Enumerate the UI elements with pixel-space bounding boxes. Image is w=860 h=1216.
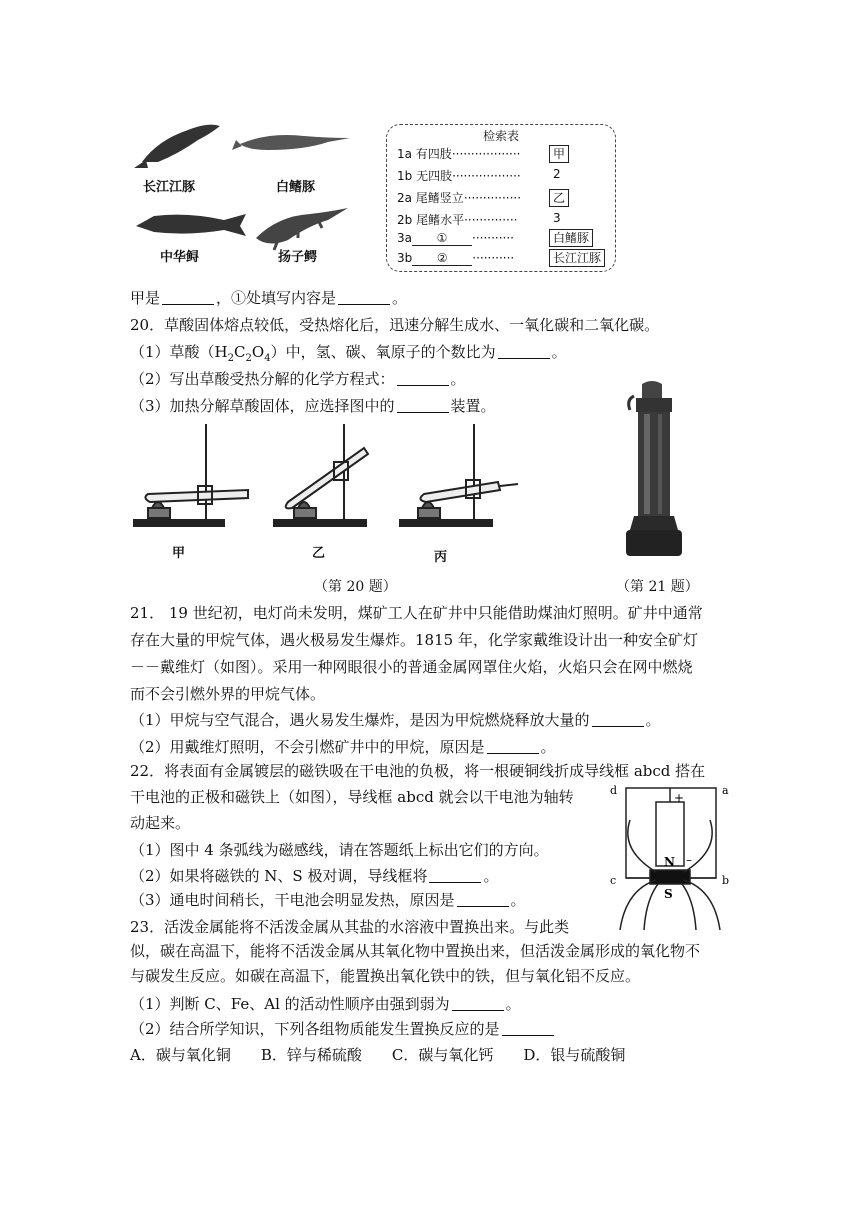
option-c[interactable]: C．碳与氧化钙 [391,1046,494,1064]
s-pole-label: S [664,887,673,901]
circuit-label: d [610,784,618,797]
key-result: 2 [553,167,561,181]
q20-part2: （2）写出草酸受热分解的化学方程式： 。 [130,370,466,388]
answer-blank[interactable] [338,290,390,305]
key-row-label: 1b 无四肢 [397,169,453,183]
option-d[interactable]: D．银与硫酸铜 [523,1046,626,1064]
n-pole-label: N [664,855,675,869]
key-title: 检索表 [483,129,520,143]
baiji-image [240,135,350,150]
q21-line: －－戴维灯（如图）。采用一种网眼很小的普通金属网罩住火焰，火焰只会在网中燃烧 [130,658,693,676]
figure-caption: （第 20 题） [314,579,397,595]
q19-answer-line: 甲是 ，①处填写内容是 。 [130,289,408,307]
animal-label: 长江江豚 [143,180,196,195]
key-row-label: 3a [397,231,412,245]
answer-blank[interactable] [397,371,449,386]
alligator-image [256,208,348,244]
key-result: 甲 [549,145,569,163]
q22-part1: （1）图中 4 条弧线为磁感线，请在答题纸上标出它们的方向。 [130,841,549,859]
answer-blank[interactable] [502,1021,554,1036]
animal-label: 中华鲟 [160,250,200,265]
circuit-label: a [722,784,729,797]
q23-line: 23．活泼金属能将不活泼金属从其盐的水溶液中置换出来。与此类 [130,918,570,936]
q23-line: 似，碳在高温下，能将不活泼金属从其氧化物中置换出来，但活泼金属形成的氧化物不 [130,942,701,960]
option-b[interactable]: B．锌与稀硫酸 [260,1046,362,1064]
q22-line: 动起来。 [130,814,191,832]
answer-blank[interactable] [162,290,214,305]
apparatus-figures [128,420,528,560]
q20-part3: （3）加热分解草酸固体，应选择图中的 装置。 [130,397,496,415]
answer-blank[interactable] [487,739,539,754]
answer-blank[interactable] [498,344,550,359]
q21-line: 而不会引燃外界的甲烷气体。 [130,685,326,703]
identification-key: 检索表 1a 有四肢·················· 甲 1b 无四肢·················· 2 2a 尾鳍竖立··············· 乙 2b 尾鳍水平·············· 3 3a ① ··········· 白鳍豚 3b ② ··········· 长江江豚 [386,124,616,272]
key-row-label: 2a 尾鳍竖立 [397,191,464,205]
q23-options [130,1045,625,1065]
q21-line: 存在大量的甲烷气体，遇火极易发生爆炸。1815 年，化学家戴维设计出一种安全矿灯 [130,631,698,649]
plus-sign: + [674,791,685,805]
answer-blank[interactable] [397,398,449,413]
apparatus-label: 乙 [312,546,326,561]
q20-stem: 20．草酸固体熔点较低，受热熔化后，迅速分解生成水、一氧化碳和二氧化碳。 [130,316,660,334]
davy-lamp-image [612,380,696,562]
key-blank-1: ① [412,231,472,246]
circuit-label: b [722,874,730,887]
q20-part1: （1）草酸$(H_2C_2O_4)$中，氢、碳、氧原子的个数比为 。 [130,343,567,364]
key-result: 长江江豚 [549,249,605,267]
q23-part1: （1）判断 C、Fe、Al 的活动性顺序由强到弱为 。 [130,995,521,1013]
q21-line: 21． 19 世纪初，电灯尚未发明，煤矿工人在矿井中只能借助煤油灯照明。矿井中通常 [130,604,703,622]
apparatus-label: 丙 [434,550,448,565]
key-result: 白鳍豚 [549,229,593,247]
q22-part3: （3）通电时间稍长，干电池会明显发热，原因是 。 [130,891,526,909]
key-row-label: 1a 有四肢 [397,147,452,161]
key-blank-2: ② [412,251,472,266]
q23-part2: （2）结合所学知识，下列各组物质能发生置换反应的是 [130,1019,556,1039]
answer-blank[interactable] [429,868,481,883]
figure-caption: （第 21 题） [616,579,699,595]
circuit-label: c [610,874,617,887]
minus-sign: – [686,853,692,867]
key-row-label: 3b [397,251,413,265]
answer-blank[interactable] [452,996,504,1011]
q22-line: 22．将表面有金属镀层的磁铁吸在干电池的负极，将一根硬铜线折成导线框 abcd 搭在 [130,762,706,780]
answer-blank[interactable] [457,892,509,907]
answer-blank[interactable] [592,712,644,727]
key-result: 3 [553,211,561,225]
battery-circuit-diagram [606,780,736,930]
animal-label: 扬子鳄 [278,250,318,265]
animal-label: 白鳍豚 [276,180,316,195]
key-row-label: 2b 尾鳍水平 [397,213,465,227]
apparatus-label: 甲 [172,546,186,561]
q22-part2: （2）如果将磁铁的 N、S 极对调，导线框将 。 [130,867,499,885]
finless-porpoise-image [142,125,220,162]
option-a[interactable]: A．碳与氧化铜 [130,1046,231,1064]
q21-part1: （1）甲烷与空气混合，遇火易发生爆炸，是因为甲烷燃烧释放大量的 。 [130,711,661,729]
q22-line: 干电池的正极和磁铁上（如图），导线框 abcd 就会以干电池为轴转 [130,788,574,806]
q21-part2: （2）用戴维灯照明，不会引燃矿井中的甲烷，原因是 。 [130,738,556,756]
key-result: 乙 [549,189,569,207]
q23-line: 与碳发生反应。如碳在高温下，能置换出氧化铁中的铁，但与氧化铝不反应。 [130,967,641,985]
sturgeon-image [136,214,246,236]
